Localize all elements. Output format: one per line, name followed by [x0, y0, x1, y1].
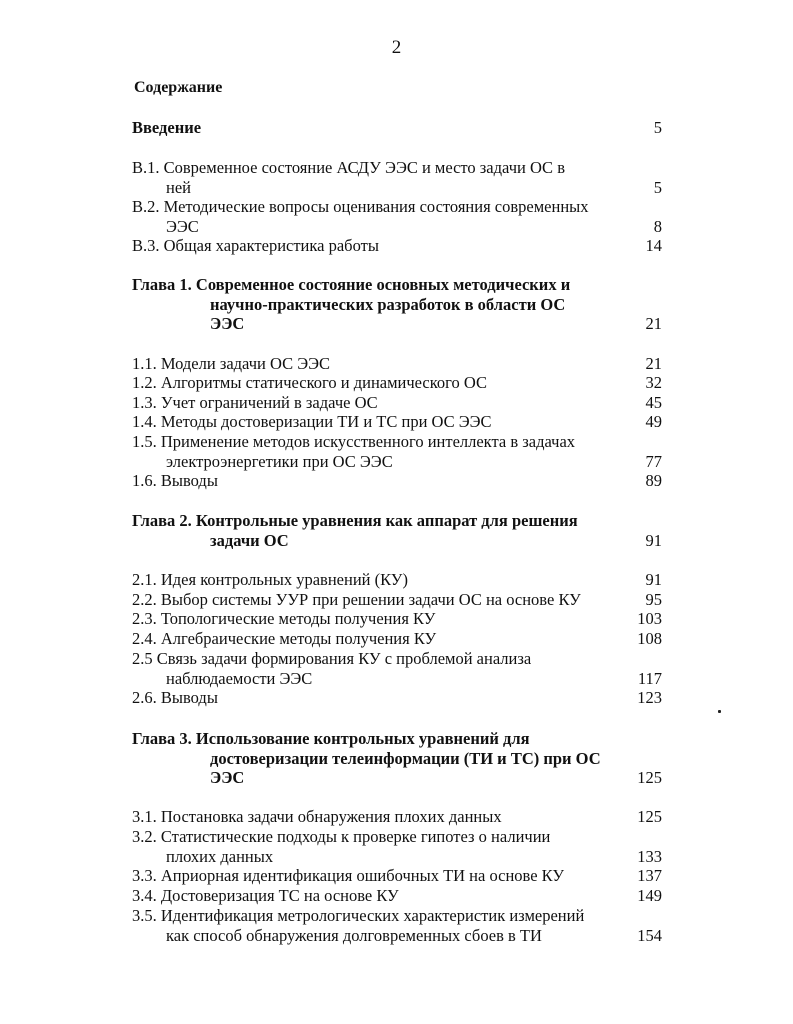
toc-section-entry: [132, 590, 662, 610]
entry-title-line: 2.5 Связь задачи формирования КУ с проблемой анализа: [132, 649, 532, 668]
scan-speck: [718, 710, 721, 713]
entry-title: [132, 629, 622, 649]
entry-title-line: 1.4. Методы достоверизации ТИ и ТС при ОС ЭЭС: [132, 412, 492, 431]
entry-title-line: 3.1. Постановка задачи обнаружения плохих данных: [132, 807, 502, 826]
entry-title-line: достоверизации телеинформации (ТИ и ТС) при ОС: [210, 748, 601, 768]
toc-section-entry: [132, 432, 662, 471]
entry-title: [132, 471, 622, 491]
toc-title: Содержание: [134, 79, 223, 96]
entry-page-number: 89: [645, 471, 662, 490]
entry-page-number: 103: [637, 609, 662, 628]
entry-title: [132, 393, 622, 413]
entry-page-number: 49: [645, 412, 662, 431]
entry-title: [132, 827, 622, 866]
entry-page-number: 133: [637, 846, 662, 866]
entry-title-line: 1.1. Модели задачи ОС ЭЭС: [132, 354, 331, 373]
entry-title-line: наблюдаемости ЭЭС: [166, 668, 313, 688]
entry-page-number: 137: [637, 866, 662, 885]
entry-page-number: 32: [645, 373, 662, 392]
entry-title-line: Глава 2. Контрольные уравнения как аппарат для решения: [132, 511, 578, 530]
entry-page-number: 77: [645, 451, 662, 471]
entry-page-number: 21: [645, 314, 662, 333]
toc-chapter-entry: [132, 511, 662, 550]
toc-section-entry: [132, 412, 662, 432]
entry-title-line: Введение: [132, 118, 202, 137]
entry-title: [132, 866, 622, 886]
entry-title-line: ЭЭС: [166, 216, 199, 236]
toc-section-entry: [132, 827, 662, 866]
entry-title: [132, 118, 622, 138]
toc-section-entry: [132, 158, 662, 197]
toc-section-entry: [132, 629, 662, 649]
toc-chapter-entry: [132, 275, 662, 334]
entry-title-line: 3.3. Априорная идентификация ошибочных ТИ на основе КУ: [132, 866, 565, 885]
entry-title: [132, 807, 622, 827]
entry-title: [132, 688, 622, 708]
entry-title: [132, 649, 622, 688]
entry-title-line: 3.2. Статистические подходы к проверке гипотез о наличии: [132, 827, 551, 846]
entry-title-line: Глава 1. Современное состояние основных методических и: [132, 275, 571, 294]
entry-title: [132, 432, 622, 471]
entry-title: [132, 354, 622, 374]
entry-title-line: 2.3. Топологические методы получения КУ: [132, 609, 436, 628]
entry-page-number: 91: [645, 570, 662, 589]
toc-section-entry: [132, 197, 662, 236]
entry-title: [132, 570, 622, 590]
entry-title-line: 1.3. Учет ограничений в задаче ОС: [132, 393, 378, 412]
toc-section-entry: [132, 649, 662, 688]
toc-section-entry: [132, 886, 662, 906]
entry-title-line: 1.6. Выводы: [132, 471, 218, 490]
toc-section-entry: [132, 393, 662, 413]
entry-title: [132, 609, 622, 629]
entry-page-number: 154: [637, 925, 662, 945]
entry-title-line: как способ обнаружения долговременных сбоев в ТИ: [166, 925, 542, 945]
entry-page-number: 125: [637, 807, 662, 826]
entry-title-line: задачи ОС: [210, 530, 289, 550]
entry-title-line: ЭЭС: [210, 768, 245, 787]
toc-section-entry: [132, 354, 662, 374]
entry-title-line: 2.1. Идея контрольных уравнений (КУ): [132, 570, 408, 589]
entry-page-number: 21: [645, 354, 662, 373]
toc-section-entry: [132, 906, 662, 945]
entry-title-line: В.3. Общая характеристика работы: [132, 236, 379, 255]
entry-page-number: 108: [637, 629, 662, 648]
entry-title: [132, 590, 622, 610]
entry-page-number: 117: [637, 668, 662, 688]
entry-title: [132, 511, 622, 550]
entry-title-line: В.1. Современное состояние АСДУ ЭЭС и место задачи ОС в: [132, 158, 565, 177]
entry-title-line: В.2. Методические вопросы оценивания состояния современных: [132, 197, 589, 216]
entry-title-line: 1.5. Применение методов искусственного интеллекта в задачах: [132, 432, 576, 451]
entry-title: [132, 236, 622, 256]
entry-title: [132, 275, 622, 334]
entry-page-number: 123: [637, 688, 662, 707]
entry-title-line: научно-практических разработок в области ОС: [210, 294, 566, 314]
entry-page-number: 45: [645, 393, 662, 412]
entry-title-line: 1.2. Алгоритмы статического и динамического ОС: [132, 373, 488, 392]
toc-section-entry: [132, 236, 662, 256]
entry-title-line: электроэнергетики при ОС ЭЭС: [166, 451, 393, 471]
entry-title: [132, 412, 622, 432]
toc-section-entry: [132, 807, 662, 827]
entry-title: [132, 158, 622, 197]
entry-title-line: 3.4. Достоверизация ТС на основе КУ: [132, 886, 399, 905]
toc-section-entry: [132, 570, 662, 590]
entry-title-line: 2.2. Выбор системы УУР при решении задачи ОС на основе КУ: [132, 590, 581, 609]
entry-title: [132, 373, 622, 393]
entry-page-number: 125: [637, 768, 662, 787]
toc-section-entry: [132, 866, 662, 886]
entry-page-number: 91: [645, 530, 662, 550]
toc-chapter-entry: [132, 118, 662, 138]
entry-page-number: 14: [645, 236, 662, 255]
entry-page-number: 95: [645, 590, 662, 609]
entry-title-line: Глава 3. Использование контрольных уравнений для: [132, 729, 530, 748]
entry-title: [132, 729, 622, 788]
toc-section-entry: [132, 373, 662, 393]
entry-title: [132, 886, 622, 906]
entry-page-number: 5: [653, 177, 662, 197]
entry-page-number: 149: [637, 886, 662, 905]
entry-title-line: ней: [166, 177, 191, 197]
entry-title-line: 2.4. Алгебраические методы получения КУ: [132, 629, 437, 648]
page-number: 2: [391, 37, 402, 58]
toc-section-entry: [132, 471, 662, 491]
entry-title-line: ЭЭС: [210, 314, 245, 333]
entry-title: [132, 197, 622, 236]
entry-page-number: 8: [653, 216, 662, 236]
entry-title: [132, 906, 622, 945]
entry-title-line: 3.5. Идентификация метрологических характеристик измерений: [132, 906, 585, 925]
toc-chapter-entry: [132, 729, 662, 788]
entry-title-line: 2.6. Выводы: [132, 688, 218, 707]
entry-title-line: плохих данных: [166, 846, 274, 866]
toc-section-entry: [132, 688, 662, 708]
entry-page-number: 5: [653, 118, 662, 137]
toc-section-entry: [132, 609, 662, 629]
